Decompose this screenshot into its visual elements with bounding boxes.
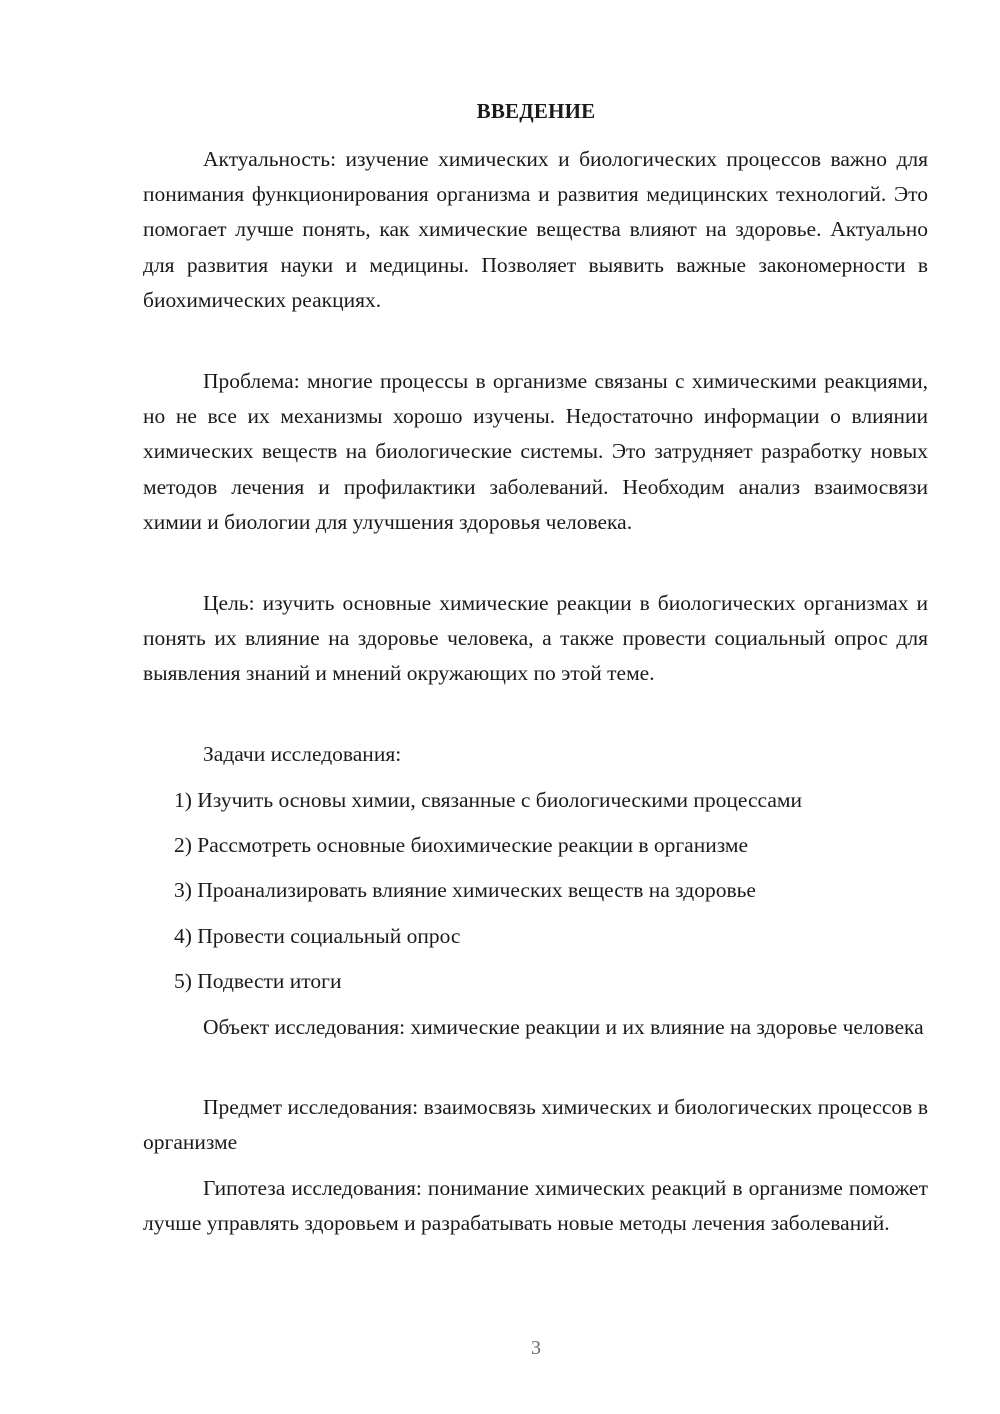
task-item-3: 3) Проанализировать влияние химических веществ на здоровье <box>174 878 756 902</box>
paragraph-goal: Цель: изучить основные химические реакции в биологических организмах и понять их влияние на здоровье человека, а также провести социальный опрос для выявления знаний и мнений окружающих по этой теме. <box>143 591 928 686</box>
paragraph-hypothesis: Гипотеза исследования: понимание химических реакций в организме поможет лучше управлять здоровьем и разрабатывать новые методы лечения заболеваний. <box>143 1176 928 1236</box>
tasks-heading: Задачи исследования: <box>203 742 402 766</box>
paragraph-relevance: Актуальность: изучение химических и биологических процессов важно для понимания функционирования организма и развития медицинских технологий. Это помогает лучше понять, как химические вещества влияют на здоровье. Актуально для развития науки и медицины. Позволяет выявить важные закономерности в биохимических реакциях. <box>143 147 928 312</box>
paragraph-problem: Проблема: многие процессы в организме связаны с химическими реакциями, но не все их механизмы хорошо изучены. Недостаточно информации о влиянии химических веществ на биологические системы. Это затрудняет разработку новых методов лечения и профилактики заболеваний. Необходим анализ взаимосвязи химии и биологии для улучшения здоровья человека. <box>143 369 928 534</box>
task-item-1: 1) Изучить основы химии, связанные с биологическими процессами <box>174 788 802 812</box>
task-item-2: 2) Рассмотреть основные биохимические реакции в организме <box>174 833 749 857</box>
paragraph-object: Объект исследования: химические реакции и их влияние на здоровье человека <box>203 1015 924 1039</box>
task-item-5: 5) Подвести итоги <box>174 969 342 993</box>
paragraph-subject: Предмет исследования: взаимосвязь химических и биологических процессов в организме <box>143 1095 928 1155</box>
page-title: ВВЕДЕНИЕ <box>476 99 596 123</box>
task-item-4: 4) Провести социальный опрос <box>174 924 461 948</box>
page-number: 3 <box>531 1337 541 1359</box>
